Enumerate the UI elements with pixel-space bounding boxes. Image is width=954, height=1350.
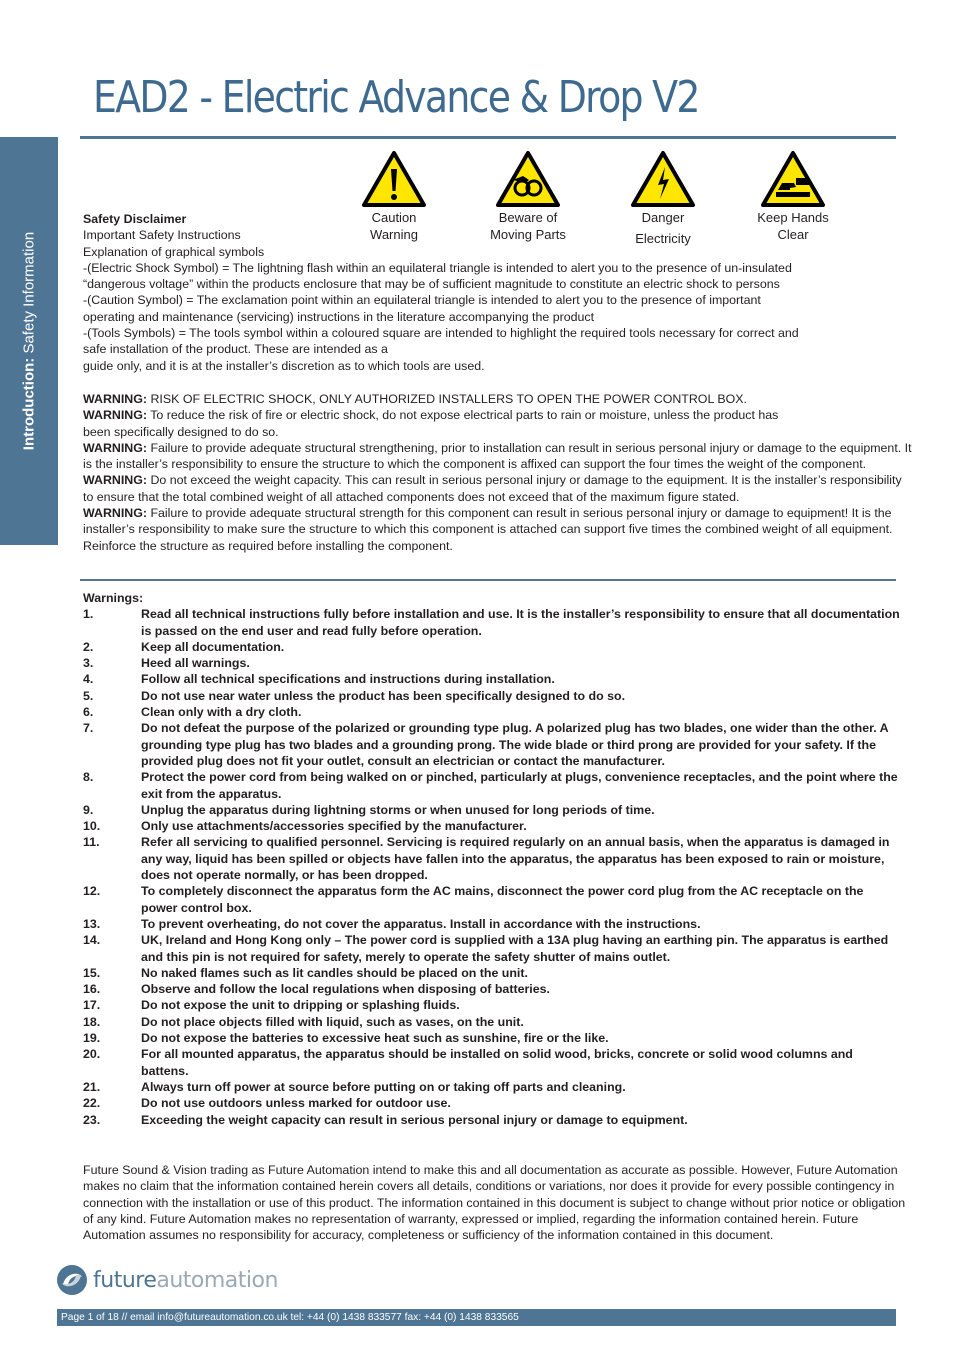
warning-paragraph: WARNING: To reduce the risk of fire or electric shock, do not expose electrical parts to rain or moisture, unless the product has been specifically designed to do so. [83, 408, 779, 439]
warning-paragraph: WARNING: Failure to provide adequate structural strength for this component can result in serious personal injury or damage to equipment! It is the installer’s responsibility to make sure the structure to which this component is attached can support five times the combined weight of all equipment. Reinforce the structure as required before installing the component. [83, 506, 893, 553]
disclaimer-line: -(Caution Symbol) = The exclamation point within an equilateral triangle is intended to alert you to the presence of important [83, 293, 761, 308]
list-item: 6. Clean only with a dry cloth. [83, 705, 302, 720]
swirl-logo-icon [55, 1263, 89, 1297]
disclaimer-line: Important Safety Instructions [83, 228, 241, 243]
list-item: 22. Do not use outdoors unless marked for outdoor use. [83, 1096, 451, 1111]
safety-disclaimer [83, 211, 915, 374]
section-side-tab [0, 137, 58, 545]
side-tab-label: Introduction: Safety Information [20, 231, 38, 451]
legal-disclaimer: Future Sound & Vision trading as Future Automation intend to make this and all documentation as accurate as possible. However, Future Automation makes no claim that the information contained herein covers all details, conditions or variations, nor does it provide for every possible contingency in connection with the installation or use of this product. The information contained in this document is subject to change without prior notice or obligation of any kind. Future Automation makes no representation of warranty, expressed or implied, regarding the information contained herein. Future Automation assumes no responsibility for accuracy, completeness or sufficiency of the information contained in this document. [83, 1163, 906, 1243]
disclaimer-line: -(Tools Symbols) = The tools symbol within a coloured square are intended to highlight the required tools necessary for correct and [83, 326, 799, 341]
disclaimer-line: operating and maintenance (servicing) instructions in the literature accompanying the product [83, 309, 595, 324]
list-item: 8. Protect the power cord from being walked on or pinched, particularly at plugs, convenience receptacles, and the point where the exit from the apparatus. [83, 770, 898, 801]
list-item: 13. To prevent overheating, do not cover the apparatus. Install in accordance with the instructions. [83, 916, 701, 931]
symbol-caption-line2: Electricity [635, 231, 691, 246]
disclaimer-line: Explanation of graphical symbols [83, 244, 265, 259]
list-item: 4. Follow all technical specifications and instructions during installation. [83, 672, 555, 687]
list-item: 14. UK, Ireland and Hong Kong only – The power cord is supplied with a 13A plug having an earthing pin. The apparatus is earthed and this pin is not required for safety, merely to operate the safety shutter of mains outlet. [83, 933, 889, 964]
disclaimer-heading: Safety Disclaimer [83, 212, 187, 226]
symbol-caption-line2: Moving Parts [490, 227, 566, 242]
logo-wordmark: futureautomation [93, 1267, 278, 1293]
list-item: 15. No naked flames such as lit candles should be placed on the unit. [83, 965, 528, 980]
list-item: 23. Exceeding the weight capacity can result in serious personal injury or damage to equipment. [83, 1112, 688, 1127]
symbol-caption-line1: Keep Hands [757, 210, 829, 225]
contact-footer-bar: Page 1 of 18 // email info@futureautomation.co.uk tel: +44 (0) 1438 833577 fax: +44 (0) 1438 833565 [57, 1309, 896, 1326]
section-divider [80, 579, 896, 581]
list-item: 1. Read all technical instructions fully before installation and use. It is the installer’s responsibility to ensure that all documentation is passed on the end user and read fully before operation. [83, 607, 900, 638]
list-item: 9. Unplug the apparatus during lightning storms or when unused for long periods of time. [83, 802, 655, 817]
list-item: 19. Do not expose the batteries to excessive heat such as sunshine, fire or the like. [83, 1031, 609, 1046]
title-divider [80, 136, 896, 139]
list-item: 7. Do not defeat the purpose of the polarized or grounding type plug. A polarized plug has two blades, one wider than the other. A grounding type plug has two blades and a grounding prong. The wide blade or third prong are provided for your safety. If the provided plug does not fit your outlet, consult an electrician or contact the manufacturer. [83, 721, 889, 768]
warnings-list [83, 590, 903, 1128]
symbol-caption-line2: Warning [370, 227, 418, 242]
list-item: 17. Do not expose the unit to dripping or splashing fluids. [83, 998, 460, 1013]
list-item: 12. To completely disconnect the apparatus form the AC mains, disconnect the power cord plug from the AC receptacle on the power control box. [83, 884, 864, 915]
lightning-icon [630, 150, 696, 208]
company-logo [55, 1263, 278, 1297]
warning-paragraphs [83, 391, 915, 554]
list-item: 3. Heed all warnings. [83, 656, 250, 671]
list-item: 16. Observe and follow the local regulations when disposing of batteries. [83, 982, 550, 997]
symbol-caption-line1: Beware of [498, 210, 558, 225]
hand-crush-icon [760, 150, 826, 208]
exclamation-icon [361, 150, 427, 208]
disclaimer-line: -(Electric Shock Symbol) = The lightning flash within an equilateral triangle is intended to alert you to the presence of un-insulated [83, 260, 792, 275]
list-item: 11. Refer all servicing to qualified personnel. Servicing is required regularly on an annual basis, when the apparatus is damaged in any way, liquid has been spilled or objects have fallen into the apparatus, the apparatus has been exposed to rain or moisture, does not operate normally, or has been dropped. [83, 835, 890, 883]
list-item: 5. Do not use near water unless the product has been specifically designed to do so. [83, 688, 626, 703]
disclaimer-line: guide only, and it is at the installer’s discretion as to which tools are used. [83, 358, 485, 373]
warning-paragraph: WARNING: RISK OF ELECTRIC SHOCK, ONLY AUTHORIZED INSTALLERS TO OPEN THE POWER CONTROL BOX. [83, 392, 747, 406]
list-item: 21. Always turn off power at source before putting on or taking off parts and cleaning. [83, 1079, 626, 1094]
list-item: 18. Do not place objects filled with liquid, such as vases, on the unit. [83, 1014, 524, 1029]
page-title: EAD2 - Electric Advance & Drop V2 [93, 72, 699, 123]
symbol-caption-line1: Danger [641, 210, 685, 225]
warning-paragraph: WARNING: Failure to provide adequate structural strengthening, prior to installation can result in serious personal injury or damage to the equipment. It is the installer’s responsibility to ensure the structure to which the component is affixed can support the four times the weight of the component. [83, 440, 912, 472]
disclaimer-line: safe installation of the product. These are intended as a [83, 342, 388, 357]
symbol-caption-line1: Caution [371, 210, 417, 225]
moving-parts-icon [495, 150, 561, 208]
warning-paragraph: WARNING: Do not exceed the weight capacity. This can result in serious personal injury or damage to the equipment. It is the installer’s responsibility to ensure that the total combined weight of all attached components does not exceed that of the maximum figure stated. [83, 473, 902, 504]
list-item: 2. Keep all documentation. [83, 639, 285, 654]
symbol-caption-line2: Clear [777, 227, 809, 242]
warnings-heading: Warnings: [83, 591, 144, 605]
list-item: 10. Only use attachments/accessories specified by the manufacturer. [83, 819, 527, 834]
list-item: 20. For all mounted apparatus, the apparatus should be installed on solid wood, bricks, concrete or solid wood columns and battens. [83, 1047, 853, 1078]
disclaimer-line: “dangerous voltage” within the products enclosure that may be of sufficient magnitude to constitute an electric shock to persons [83, 277, 780, 292]
